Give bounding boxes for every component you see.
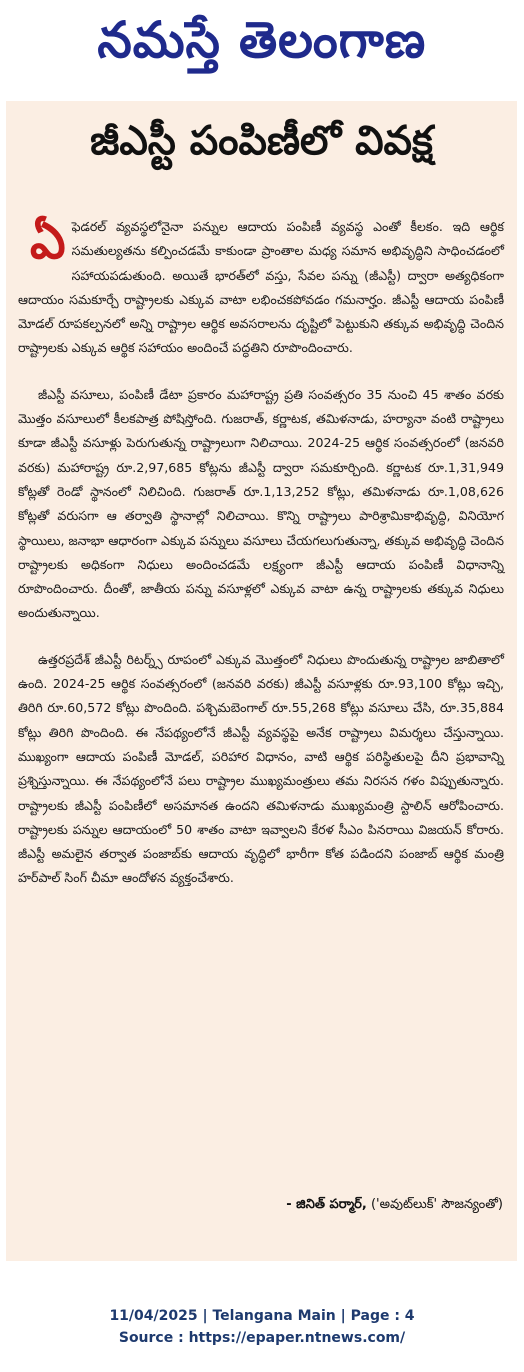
article-paragraph-1 (18, 212, 504, 361)
newspaper-title: నమస్తే తెలంగాణ (97, 10, 427, 69)
byline-credit: ('అవుట్‌లుక్' సౌజన్యంతో) (370, 1197, 503, 1212)
footer-source-url: Source : https://epaper.ntnews.com/ (118, 1330, 406, 1346)
article-paragraph-3: ఉత్తరప్రదేశ్ జీఎస్టీ రిటర్న్స్ రూపంలో ఎక్కువ మొత్తంలో నిధులు పొందుతున్న రాష్ట్రాల జాబితాలో ఉంది. 2024-25 ఆర్థిక సంవత్సరంలో (జనవరి వరకు) జీఎస్టీ వసూళ్లకు రూ.93,100 కోట్లు ఇచ్చి, తిరిగి రూ.60,572 కోట్లు పొందింది. పశ్చిమబెంగాల్ రూ.55,268 కోట్లు వసూలు చేసి, రూ.35,884 కోట్లు తిరిగి పొందింది. ఈ నేపథ్యంలోనే జీఎస్టీ వ్యవస్థపై అనేక రాష్ట్రాలు విమర్శలు చేస్తున్నాయి. ముఖ్యంగా ఆదాయ పంపిణీ మోడల్, పరిహార విధానం, వాటి ఆర్థిక పరిస్థితులపై దీని ప్రభావాన్ని ప్రశ్నిస్తున్నాయి. ఈ నేపథ్యంలోనే పలు రాష్ట్రాల ముఖ్యమంత్రులు తమ నిరసన గళం విప్పుతున్నారు. రాష్ట్రాలకు జీఎస్టీ పంపిణీలో అసమానత ఉందని తమిళనాడు ముఖ్యమంత్రి స్టాలిన్ ఆరోపించారు. రాష్ట్రాలకు పన్నుల ఆదాయంలో 50 శాతం వాటా ఇవ్వాలని కేరళ సీఎం పినరాయి విజయన్ కోరారు. జీఎస్టీ అమలైన తర్వాత పంజాబ్‌కు ఆదాయ వృద్ధిలో భారీగా కోత పడిందని పంజాబ్ ఆర్థిక మంత్రి హర్‌పాల్ సింగ్ చీమా ఆందోళన వ్యక్తంచేశారు. (18, 651, 504, 886)
paragraph-text: ఫెడరల్ వ్యవస్థలోనైనా పన్నుల ఆదాయ పంపిణీ వ్యవస్థ ఎంతో కీలకం. ఇది ఆర్థిక సమతుల్యతను కల్పించడమే కాకుండా ప్రాంతాల మధ్య సమాన అభివృద్ధిని సాధించడంలో సహాయపడుతుంది. అయితే భారత్‌లో వస్తు, సేవల పన్ను (జీఎస్టీ) ద్వారా అత్యధికంగా ఆదాయం సమకూర్చే రాష్ట్రాలకు ఎక్కువ వాటా లభించకపోవడం గమనార్హం. జీఎస్టీ ఆదాయ పంపిణీ మోడల్ రూపకల్పనలో అన్ని రాష్ట్రాల ఆర్థిక అవసరాలను దృష్టిలో పెట్టుకుని తక్కువ అభివృద్ధి చెందిన రాష్ట్రాలకు ఎక్కువ ఆర్థిక సహాయం అందించే పద్ధతిని రూపొందించారు. (18, 219, 504, 356)
article-headline: జీఎస్టీ పంపిణీలో వివక్ష (90, 118, 433, 164)
byline (286, 1197, 503, 1215)
article-clipping (6, 101, 517, 1261)
article-paragraph-2: జీఎస్టీ వసూలు, పంపిణీ డేటా ప్రకారం మహారాష్ట్ర ప్రతి సంవత్సరం 35 నుంచి 45 శాతం వరకు మొత్తం వసూలులో కీలకపాత్ర పోషిస్తోంది. గుజరాత్, కర్ణాటక, తమిళనాడు, హర్యానా వంటి రాష్ట్రాలు కూడా జీఎస్టీ వసూళ్లు పెరుగుతున్న రాష్ట్రాలుగా నిలిచాయి. 2024-25 ఆర్థిక సంవత్సరంలో (జనవరి వరకు) మహారాష్ట్ర రూ.2,97,685 కోట్లను జీఎస్టీ ద్వారా సమకూర్చింది. కర్ణాటక రూ.1,31,949 కోట్లతో రెండో స్థానంలో నిలిచింది. గుజరాత్ రూ.1,13,252 కోట్లు, తమిళనాడు రూ.1,08,626 కోట్లతో వరుసగా ఆ తర్వాతి స్థానాల్లో నిలిచాయి. కొన్ని రాష్ట్రాలు పారిశ్రామికాభివృద్ధి, వినియోగ స్థాయిలు, జనాభా ఆధారంగా ఎక్కువ పన్నులు వసూలు చేయగలుగుతున్నా, తక్కువ అభివృద్ధి చెందిన రాష్ట్రాలకు అధికంగా నిధులు అందించడమే లక్ష్యంగా జీఎస్టీ ఆదాయ పంపిణీ విధానాన్ని రూపొందించారు. దీంతో, జాతీయ పన్ను వసూళ్లలో ఎక్కువ వాటా ఉన్న రాష్ట్రాలకు తక్కువ నిధులు అందుతున్నాయి. (18, 386, 504, 621)
dropcap-letter: ఏ (30, 212, 66, 270)
article-body (18, 212, 504, 913)
masthead (0, 0, 524, 92)
page-footer (0, 1305, 524, 1349)
byline-author: - జినిత్ పర్మార్, (286, 1197, 367, 1212)
footer-edition-info: 11/04/2025 | Telangana Main | Page : 4 (109, 1308, 415, 1324)
